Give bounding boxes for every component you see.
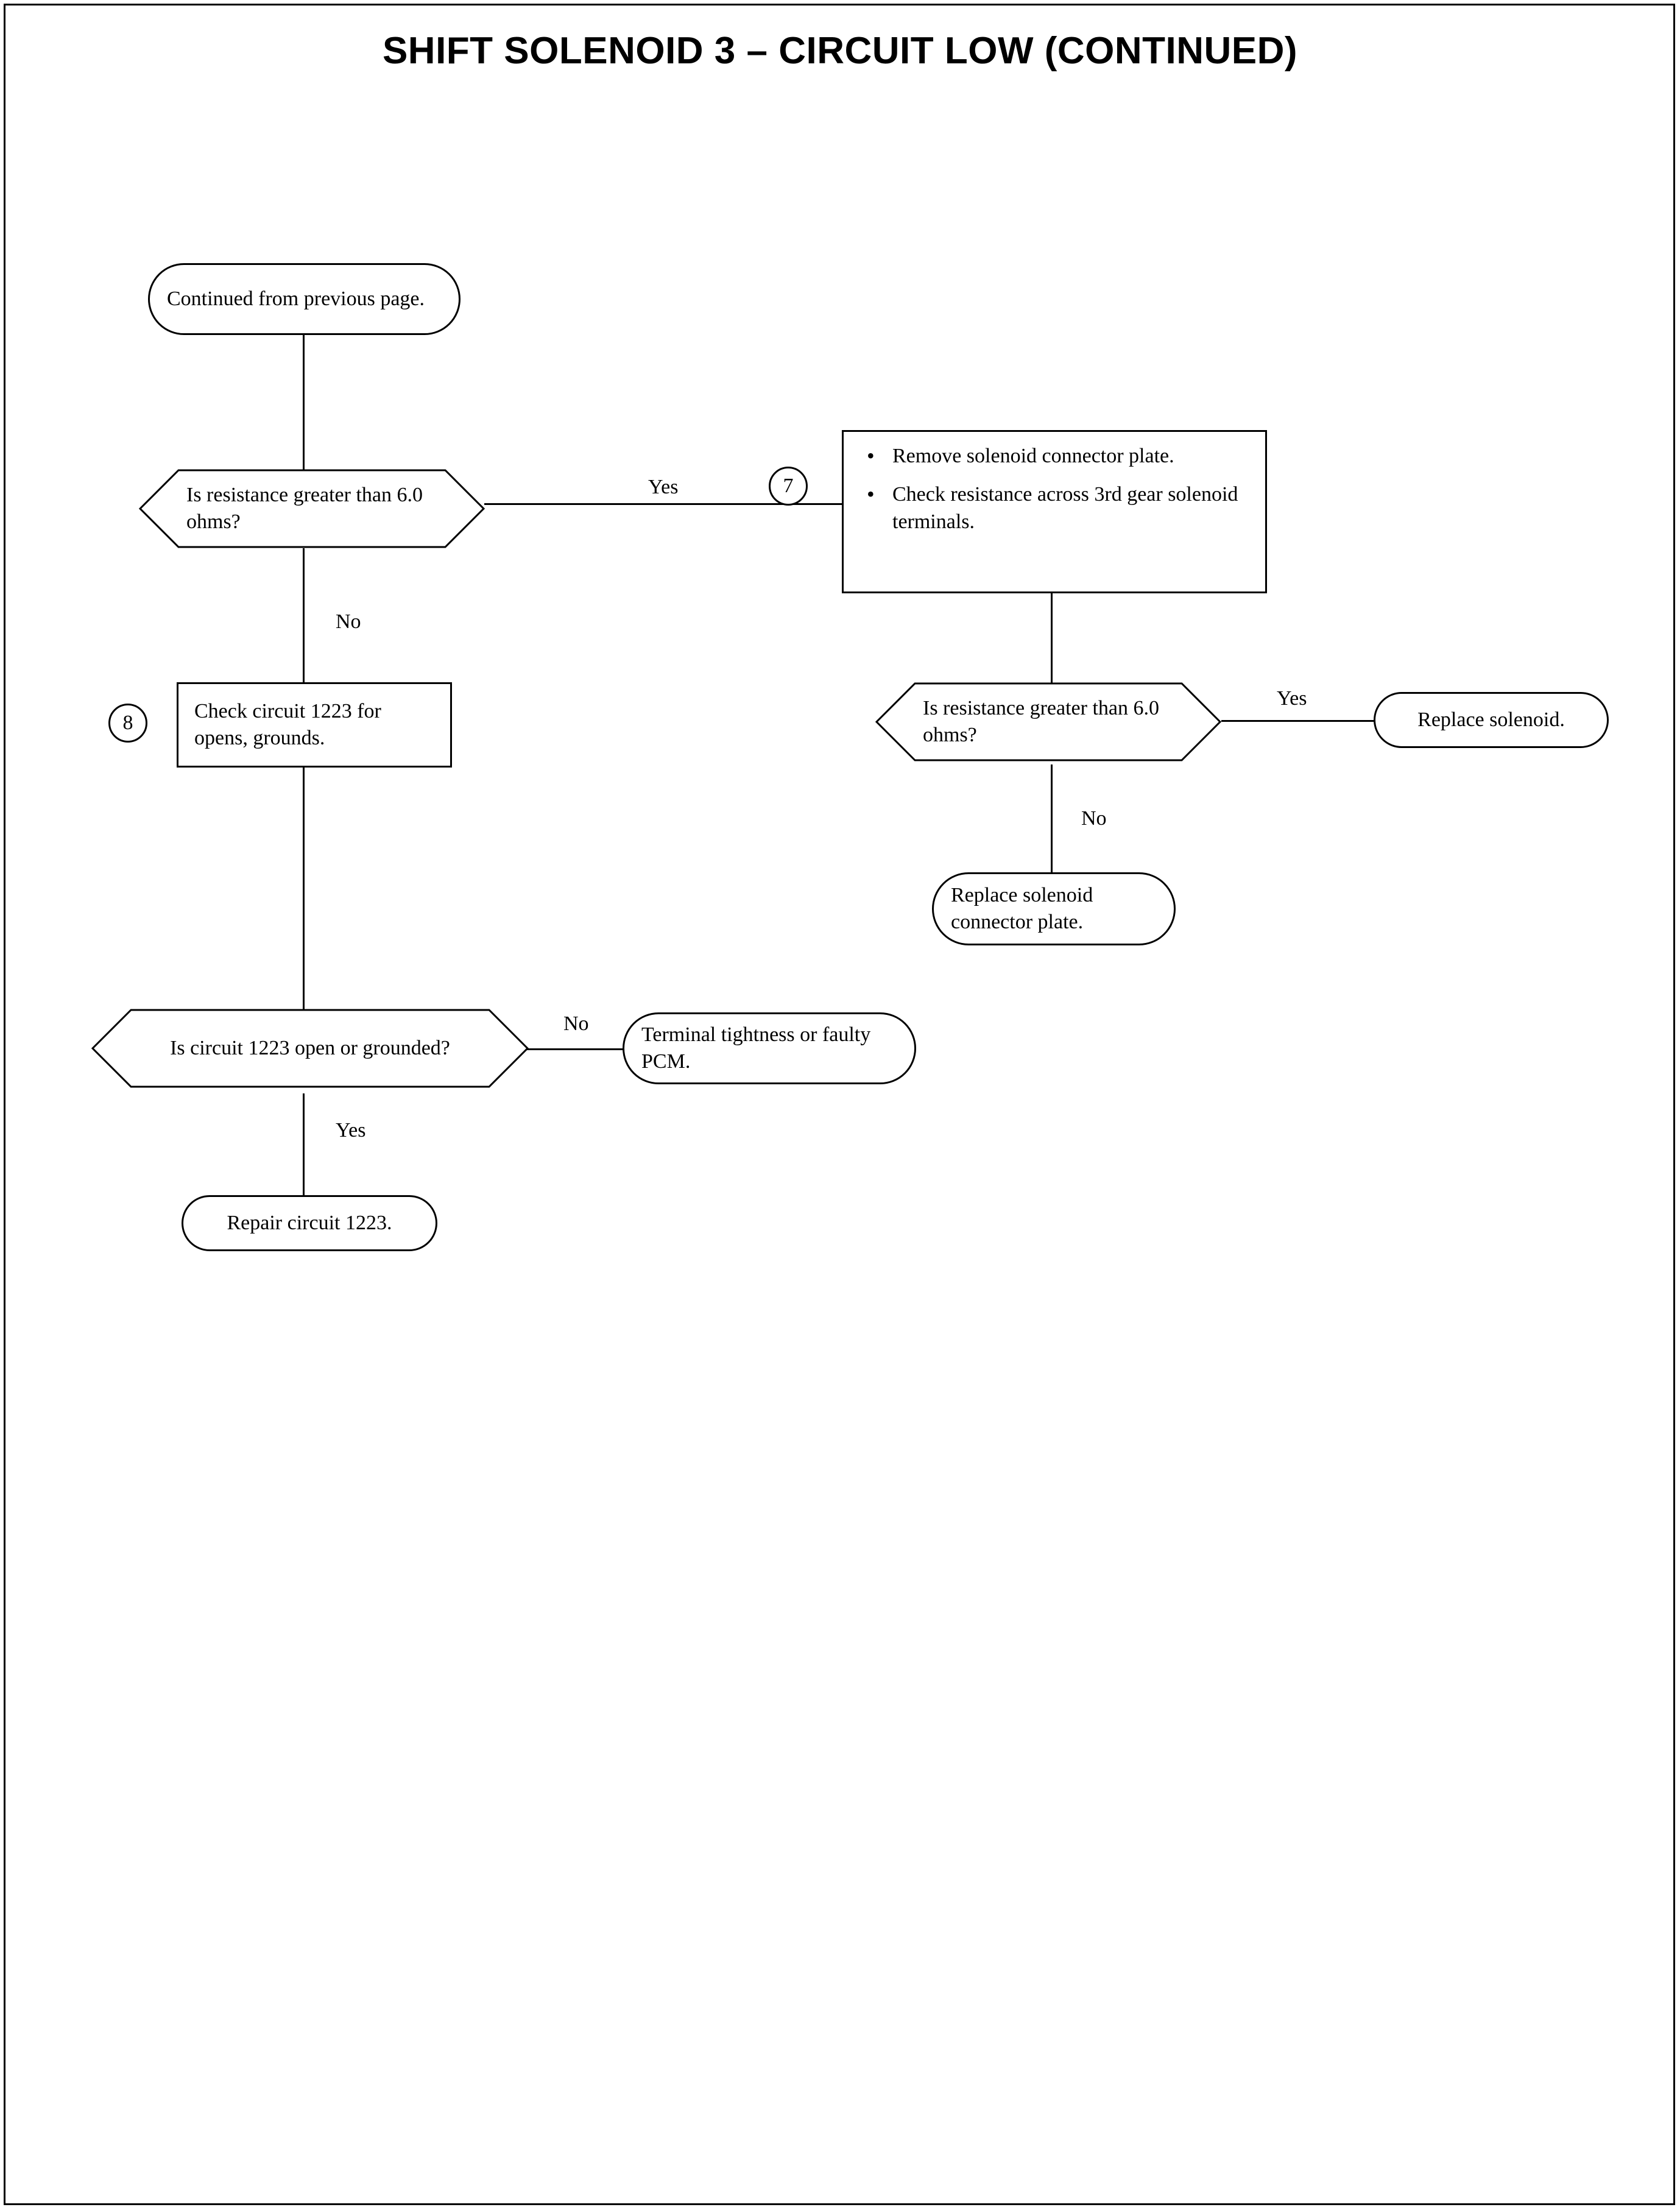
node-label: Repair circuit 1223.	[227, 1211, 392, 1234]
connector-label: 7	[783, 475, 794, 497]
edge-label-yes-1: Yes	[648, 476, 679, 498]
node-remove-plate-check-resistance[interactable]	[842, 430, 1267, 593]
connector-circle-8[interactable]	[108, 704, 147, 743]
connector-line-decision2-yes	[1221, 720, 1377, 722]
node-label: Continued from previous page.	[167, 287, 425, 310]
edge-label-no-2: No	[1081, 807, 1107, 830]
node-label: Is resistance greater than 6.0 ohms?	[923, 696, 1159, 746]
page-title: SHIFT SOLENOID 3 – CIRCUIT LOW (CONTINUED)	[382, 30, 1298, 72]
node-replace-connector-plate[interactable]	[932, 872, 1176, 945]
bullet-item: • Remove solenoid connector plate.	[862, 443, 1249, 470]
connector-line-decision3-no	[527, 1048, 629, 1050]
connector-line-decision2-no	[1051, 764, 1053, 874]
node-check-circuit-1223[interactable]	[177, 682, 452, 768]
connector-line-decision1-no	[303, 548, 305, 683]
bullet-item: • Check resistance across 3rd gear solenoid terminals.	[862, 481, 1249, 536]
node-continued-from-previous-page[interactable]	[148, 263, 461, 335]
node-label: Replace solenoid.	[1417, 708, 1565, 731]
node-label: Check circuit 1223 for opens, grounds.	[194, 699, 381, 749]
edge-label-yes-3: Yes	[336, 1119, 366, 1142]
node-label: Terminal tightness or faulty PCM.	[641, 1023, 871, 1073]
connector-line-continued-to-decision1	[303, 334, 305, 476]
connector-line-decision3-yes	[303, 1093, 305, 1195]
edge-label-yes-2: Yes	[1277, 687, 1307, 710]
node-label: Is circuit 1223 open or grounded?	[170, 1036, 450, 1059]
connector-line-check-to-decision3	[303, 766, 305, 1043]
connector-circle-7[interactable]	[769, 467, 808, 506]
node-repair-circuit-1223[interactable]	[182, 1195, 437, 1251]
connector-label: 8	[122, 711, 133, 734]
node-label: Replace solenoid connector plate.	[951, 883, 1093, 933]
node-replace-solenoid[interactable]	[1374, 692, 1609, 748]
node-terminal-tightness-faulty-pcm[interactable]	[623, 1012, 916, 1084]
node-decision-resistance-2[interactable]	[875, 682, 1221, 761]
node-decision-resistance-1[interactable]	[139, 469, 485, 548]
edge-label-no-1: No	[336, 610, 361, 633]
node-label: Is resistance greater than 6.0 ohms?	[186, 483, 423, 533]
edge-label-no-3: No	[563, 1012, 589, 1035]
node-decision-circuit-open[interactable]	[91, 1009, 529, 1088]
